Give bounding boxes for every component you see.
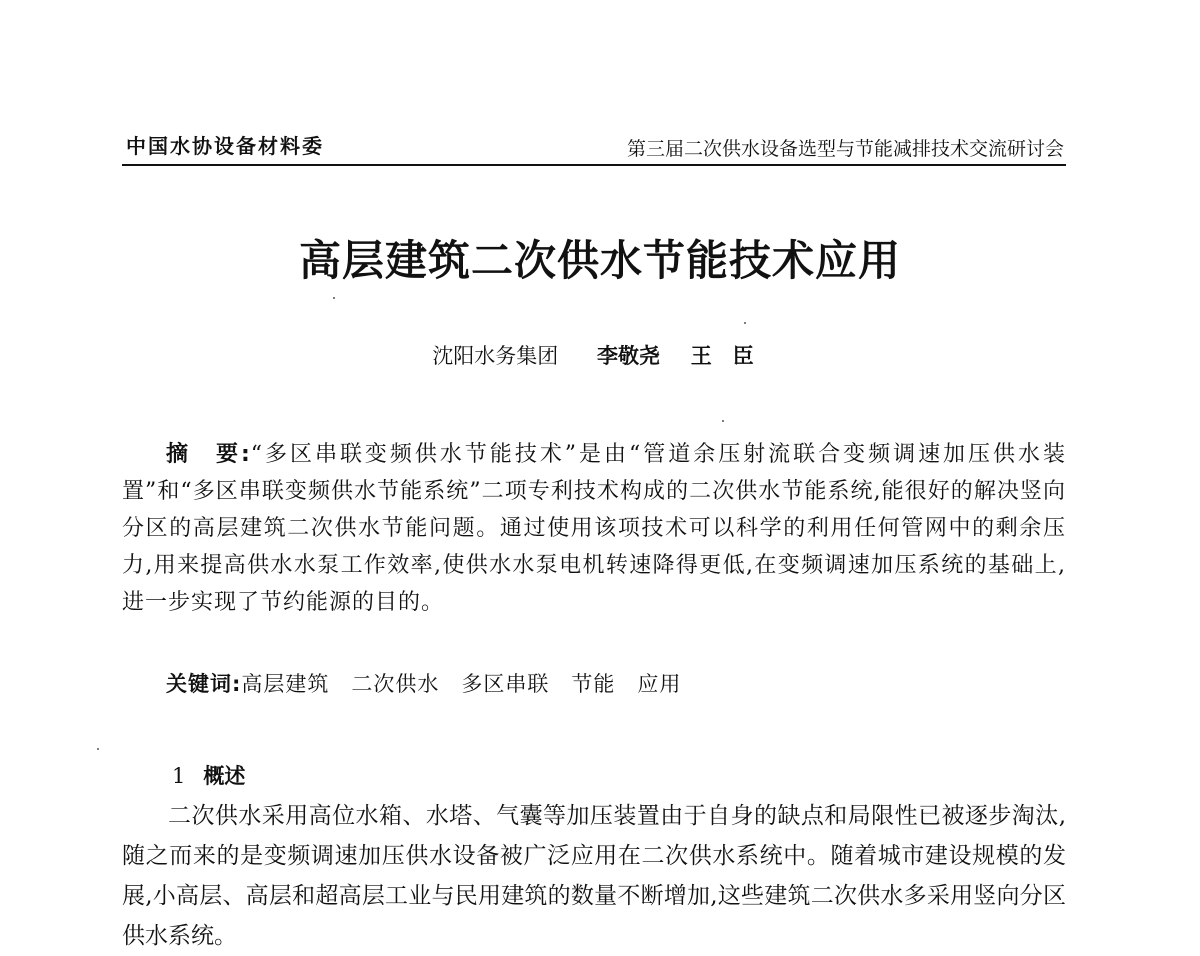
keyword: 高层建筑 — [241, 672, 330, 696]
scan-speck — [333, 297, 335, 299]
keywords-label: 关键词: — [166, 672, 242, 696]
author-name: 李敬尧 — [597, 343, 660, 368]
keyword: 多区串联 — [461, 672, 550, 696]
running-header — [122, 128, 1066, 166]
section-title: 概述 — [203, 763, 246, 788]
section-heading — [172, 760, 245, 790]
keyword: 二次供水 — [351, 672, 440, 696]
paper-title: 高层建筑二次供水节能技术应用 — [298, 236, 901, 285]
header-conference: 第三届二次供水设备选型与节能减排技术交流研讨会 — [626, 138, 1064, 160]
scan-speck — [722, 420, 724, 422]
section-paragraph: 二次供水采用高位水箱、水塔、气囊等加压装置由于自身的缺点和局限性已被逐步淘汰,随之而来的是变频调速加压供水设备被广泛应用在二次供水系统中。随着城市建设规模的发展,小高层、高层和超高层工业与民用建筑的数量不断增加,这些建筑二次供水多采用竖向分区供水系统。 — [122, 803, 1066, 949]
abstract-label: 摘 要: — [166, 442, 251, 467]
author-organization: 沈阳水务集团 — [432, 344, 559, 368]
abstract-text: “多区串联变频供水节能技术”是由“管道余压射流联合变频调速加压供水装置”和“多区串联变频供水节能系统”二项专利技术构成的二次供水节能系统,能很好的解决竖向分区的高层建筑二次供水节能问题。通过使用该项技术可以科学的利用任何管网中的剩余压力,用来提高供水水泵工作效率,使供水水泵电机转速降得更低,在变频调速加压系统的基础上,进一步实现了节约能源的目的。 — [122, 442, 1066, 615]
keyword: 节能 — [571, 672, 616, 696]
abstract — [122, 436, 1066, 621]
scan-speck — [97, 748, 99, 750]
author-line — [0, 340, 1200, 370]
keyword: 应用 — [637, 672, 682, 696]
section-number: 1 — [172, 764, 186, 788]
scan-speck — [744, 322, 746, 324]
author-name: 王 臣 — [690, 343, 754, 368]
keywords — [166, 668, 703, 698]
header-organization: 中国水协设备材料委 — [126, 134, 324, 158]
